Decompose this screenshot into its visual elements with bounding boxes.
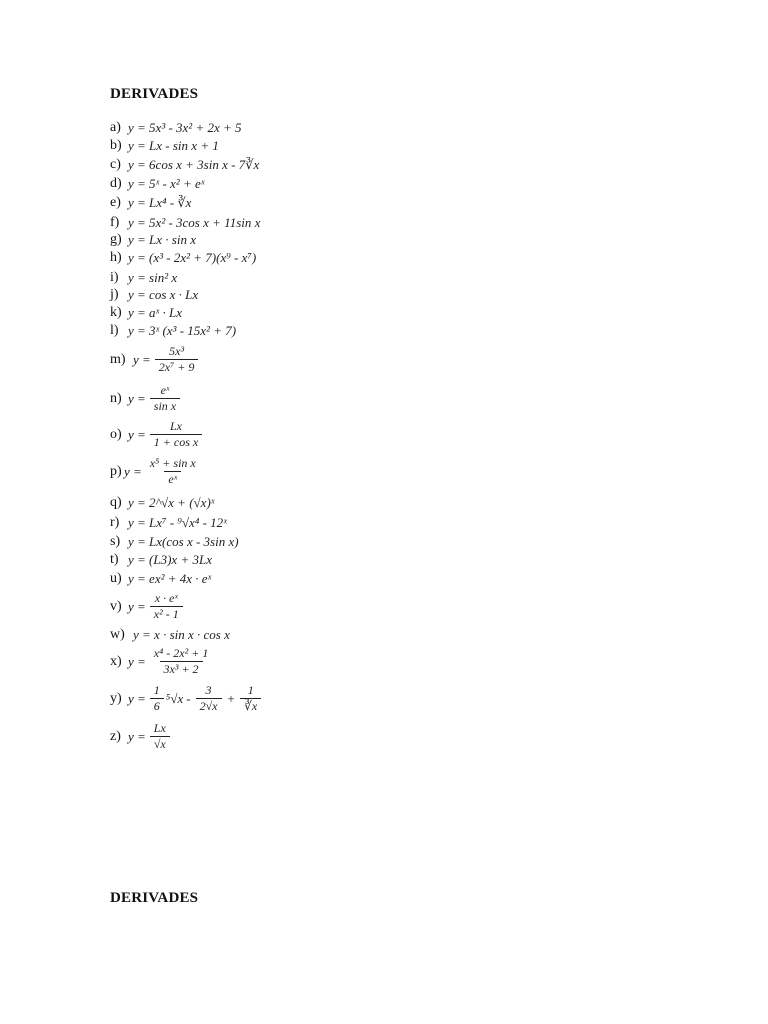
exercise-r: [110, 515, 227, 531]
fraction-denominator: 1 + cos x: [150, 434, 202, 449]
exercise-q: [110, 495, 214, 511]
exercise-a: [110, 120, 242, 136]
fraction-denominator: 2x⁷ + 9: [155, 359, 199, 374]
equation-lhs: y =: [128, 390, 146, 406]
exercise-o: [110, 420, 204, 449]
fraction: [150, 592, 183, 621]
exercise-label: q): [110, 495, 122, 510]
fraction: [150, 684, 164, 713]
exercise-expression: y = Lx - sin x + 1: [128, 138, 219, 153]
exercise-d: [110, 176, 204, 192]
equation-lhs: y =: [133, 351, 151, 367]
fraction-numerator: eˣ: [160, 383, 170, 397]
exercise-expression: y = 2^√x + (√x)ˣ: [128, 495, 215, 510]
fraction: [150, 647, 213, 676]
exercise-expression: y = Lx⁴ - ∛x: [128, 195, 192, 210]
fraction-numerator: Lx: [170, 419, 182, 433]
exercise-label: s): [110, 534, 121, 549]
equation-lhs: y =: [128, 598, 146, 614]
fraction-numerator: 5x³: [169, 344, 185, 358]
fraction-denominator: x² - 1: [150, 606, 183, 621]
fraction: [196, 684, 222, 713]
page-title: DERIVADES: [110, 86, 199, 102]
exercise-expression: y = (L3)x + 3Lx: [128, 552, 212, 567]
exercise-expression: y = 5ˣ - x² + eˣ: [128, 176, 205, 191]
exercise-expression: y = 6cos x + 3sin x - 7∛x: [128, 157, 260, 172]
exercise-expression: y = sin² x: [128, 270, 178, 285]
fraction: [240, 684, 261, 713]
exercise-label: p): [110, 463, 122, 479]
exercise-expression: y = 3ˣ (x³ - 15x² + 7): [128, 323, 237, 338]
minus-sign: -: [186, 690, 191, 706]
exercise-h: [110, 250, 256, 266]
fraction: [146, 457, 200, 486]
fraction: [150, 722, 170, 751]
exercise-j: [110, 287, 198, 303]
fraction-denominator: 3x³ + 2: [160, 661, 203, 676]
exercise-g: [110, 232, 196, 248]
exercise-s: [110, 534, 239, 550]
exercise-label: g): [110, 232, 122, 247]
exercise-y: [110, 684, 263, 713]
equation-lhs: y =: [128, 728, 146, 744]
fraction-denominator: 2√x: [196, 698, 222, 713]
fraction: [155, 345, 199, 374]
exercise-label: k): [110, 305, 122, 320]
fraction-denominator: √x: [150, 736, 170, 751]
exercise-label: h): [110, 250, 122, 265]
exercise-label: x): [110, 653, 122, 669]
fraction-denominator: sin x: [150, 398, 180, 413]
exercise-label: z): [110, 728, 121, 744]
exercise-i: [110, 270, 177, 286]
fraction-numerator: Lx: [153, 721, 166, 735]
exercise-l: [110, 323, 236, 339]
exercise-expression: y = 5x² - 3cos x + 11sin x: [128, 215, 261, 230]
exercise-e: [110, 195, 191, 211]
exercise-expression: y = 5x³ - 3x² + 2x + 5: [128, 120, 242, 135]
exercise-label: w): [110, 627, 125, 642]
exercise-label: d): [110, 176, 122, 191]
exercise-p: [110, 457, 202, 486]
exercise-label: v): [110, 598, 122, 614]
exercise-f: [110, 215, 260, 231]
fraction-numerator: 1: [247, 683, 254, 697]
exercise-label: u): [110, 571, 122, 586]
fraction-denominator: 6: [150, 698, 164, 713]
fraction-numerator: x⁴ - 2x² + 1: [153, 646, 209, 660]
fraction-numerator: x · eˣ: [154, 591, 178, 605]
fraction-denominator: eˣ: [164, 471, 181, 486]
exercise-label: m): [110, 351, 126, 367]
exercise-label: f): [110, 215, 120, 230]
exercise-label: r): [110, 515, 120, 530]
exercise-expression: y = Lx · sin x: [128, 232, 196, 247]
exercise-label: o): [110, 426, 122, 442]
exercise-n: [110, 384, 182, 413]
exercise-b: [110, 138, 219, 154]
fraction-numerator: 1: [153, 683, 160, 697]
fraction-numerator: 3: [205, 683, 212, 697]
exercise-w: [110, 627, 230, 643]
exercise-k: [110, 305, 182, 321]
exercise-label: l): [110, 323, 119, 338]
exercise-expression: y = x · sin x · cos x: [133, 627, 230, 642]
exercise-label: t): [110, 552, 119, 567]
fraction-denominator: ∛x: [240, 698, 261, 713]
exercise-label: j): [110, 287, 119, 302]
fraction: [150, 384, 180, 413]
equation-lhs: y =: [128, 426, 146, 442]
exercise-label: y): [110, 690, 122, 706]
exercise-label: e): [110, 195, 121, 210]
exercise-t: [110, 552, 212, 568]
radical-term: ⁵√x: [165, 690, 184, 706]
exercise-z: [110, 722, 172, 751]
exercise-label: n): [110, 390, 122, 406]
exercise-expression: y = Lx⁷ - ⁹√x⁴ - 12ˣ: [128, 515, 227, 530]
exercise-v: [110, 592, 185, 621]
plus-sign: +: [226, 690, 236, 706]
fraction-numerator: x⁵ + sin x: [149, 456, 196, 470]
exercise-c: [110, 157, 259, 173]
exercise-m: [110, 345, 200, 374]
fraction: [150, 420, 202, 449]
exercise-u: [110, 571, 211, 587]
exercise-label: c): [110, 157, 121, 172]
exercise-expression: y = ex² + 4x · eˣ: [128, 571, 212, 586]
page-title: DERIVADES: [110, 890, 199, 906]
exercise-label: a): [110, 120, 121, 135]
exercise-expression: y = Lx(cos x - 3sin x): [128, 534, 239, 549]
exercise-expression: y = aˣ · Lx: [128, 305, 182, 320]
exercise-expression: y = (x³ - 2x² + 7)(x⁹ - x⁷): [128, 250, 257, 265]
exercise-expression: y = cos x · Lx: [128, 287, 199, 302]
equation-lhs: y =: [128, 690, 146, 706]
exercise-x: [110, 647, 214, 676]
exercise-label: i): [110, 270, 119, 285]
equation-lhs: y =: [128, 653, 146, 669]
exercise-label: b): [110, 138, 122, 153]
equation-lhs: y =: [124, 463, 142, 479]
